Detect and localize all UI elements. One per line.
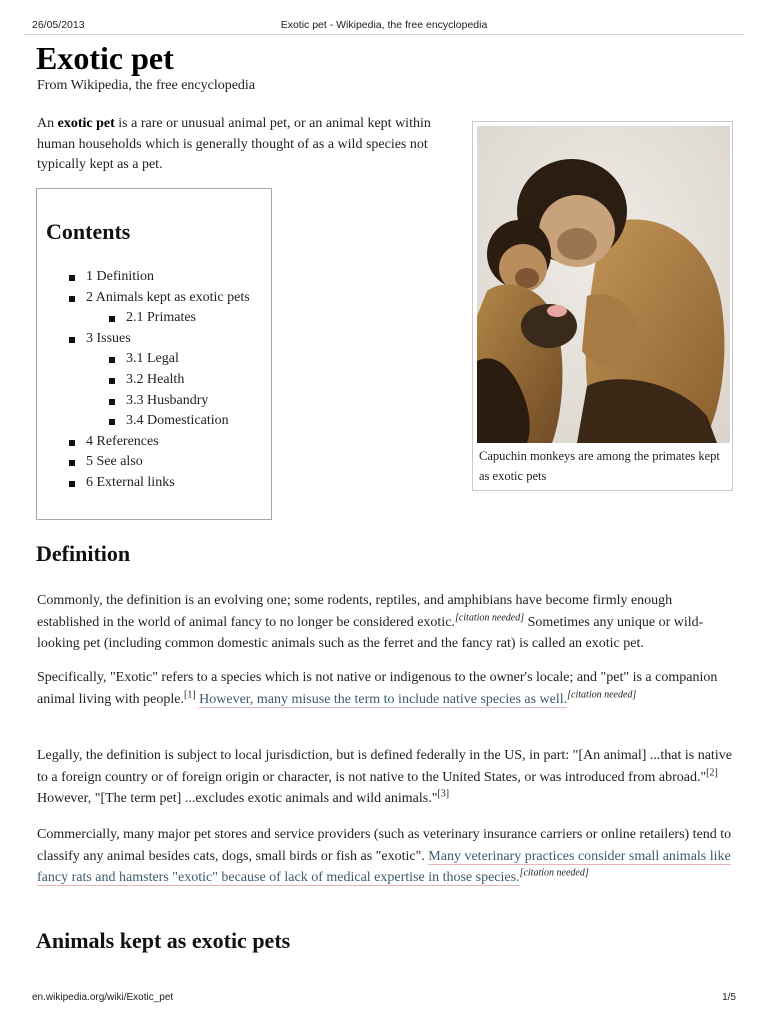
figure-caption: Capuchin monkeys are among the primates kept as exotic pets (479, 449, 720, 483)
definition-paragraph-3 (37, 745, 737, 810)
site-subtitle: From Wikipedia, the free encyclopedia (37, 78, 256, 93)
definition-paragraph-2 (37, 667, 737, 710)
toc-item-issues[interactable]: 3 Issues (37, 329, 271, 350)
citation-needed-1[interactable]: [citation needed] (454, 611, 525, 623)
reference-2[interactable]: [2] (706, 766, 718, 778)
toc-item-definition[interactable]: 1 Definition (37, 267, 271, 288)
print-footer (0, 990, 768, 1010)
p2-text-a: Specifically, "Exotic" refers to a species which is not native or indigenous to the owner's locale; and "pet" is a companion animal living with people. (37, 670, 718, 707)
p3-text-a: Legally, the definition is subject to local jurisdiction, but is defined federally in the US, in part: "[An animal] ...that is native to a foreign country or of foreign origin or character, is not native to the United States, or was introduced from abroad." (37, 748, 732, 785)
intro-paragraph (37, 114, 437, 176)
table-of-contents (36, 188, 272, 520)
toc-list (37, 267, 271, 494)
toc-item-external-links[interactable]: 6 External links (37, 473, 271, 494)
p1-text-a: Commonly, the definition is an evolving one; some rodents, reptiles, and amphibians have become firmly enough established in the world of animal fancy to no longer be considered exotic. (37, 593, 673, 630)
capuchin-monkeys-illustration (477, 126, 730, 443)
toc-item-health[interactable]: 3.2 Health (37, 370, 271, 391)
reference-3[interactable]: [3] (437, 788, 450, 800)
print-date: 26/05/2013 (32, 19, 85, 31)
print-page-title: Exotic pet - Wikipedia, the free encyclopedia (280, 19, 488, 31)
page-number: 1/5 (722, 992, 736, 1003)
intro-suffix: is a rare or unusual animal pet, or an animal kept within human households which is generally thought of as a wild species not typically kept as a pet. (37, 116, 431, 172)
p1-text-b: Sometimes any unique or wild-looking pet (including common domestic animals such as the ferret and the fancy rat) is called an exotic pet. (37, 614, 704, 651)
section-heading-animals-kept: Animals kept as exotic pets (36, 928, 291, 953)
capuchin-monkeys-image[interactable] (477, 126, 730, 443)
toc-item-see-also[interactable]: 5 See also (37, 452, 271, 473)
toc-item-husbandry[interactable]: 3.3 Husbandry (37, 391, 271, 412)
toc-item-animals-kept[interactable]: 2 Animals kept as exotic pets (37, 288, 271, 309)
article-title: Exotic pet (36, 40, 174, 76)
toc-item-primates[interactable]: 2.1 Primates (37, 308, 271, 329)
section-heading-definition: Definition (36, 541, 131, 566)
intro-bold-term: exotic pet (57, 116, 115, 131)
header-divider (24, 34, 744, 35)
definition-paragraph-1 (37, 590, 737, 655)
toc-item-references[interactable]: 4 References (37, 432, 271, 453)
p3-text-b: However, "[The term pet] ...excludes exotic animals and wild animals." (37, 791, 438, 806)
p2-highlight: However, many misuse the term to include native species as well. (199, 691, 568, 707)
toc-item-domestication[interactable]: 3.4 Domestication (37, 411, 271, 432)
reference-1[interactable]: [1] (183, 688, 196, 700)
toc-title: Contents (46, 219, 131, 244)
page-url: en.wikipedia.org/wiki/Exotic_pet (32, 992, 174, 1003)
toc-item-legal[interactable]: 3.1 Legal (37, 349, 271, 370)
citation-needed-2[interactable]: [citation needed] (567, 688, 637, 700)
p4-highlight: Many veterinary practices consider small animals like fancy rats and hamsters "exotic" because of lack of medical expertise in those species. (37, 848, 731, 885)
figure-capuchin (472, 121, 733, 491)
intro-prefix: An (37, 116, 58, 131)
citation-needed-3[interactable]: [citation needed] (519, 867, 589, 879)
p4-text-a: Commercially, many major pet stores and service providers (such as veterinary insurance carriers or online retailers) tend to classify any animal besides cats, dogs, small birds or fish as "exotic". (37, 827, 732, 864)
definition-paragraph-4 (37, 824, 737, 889)
